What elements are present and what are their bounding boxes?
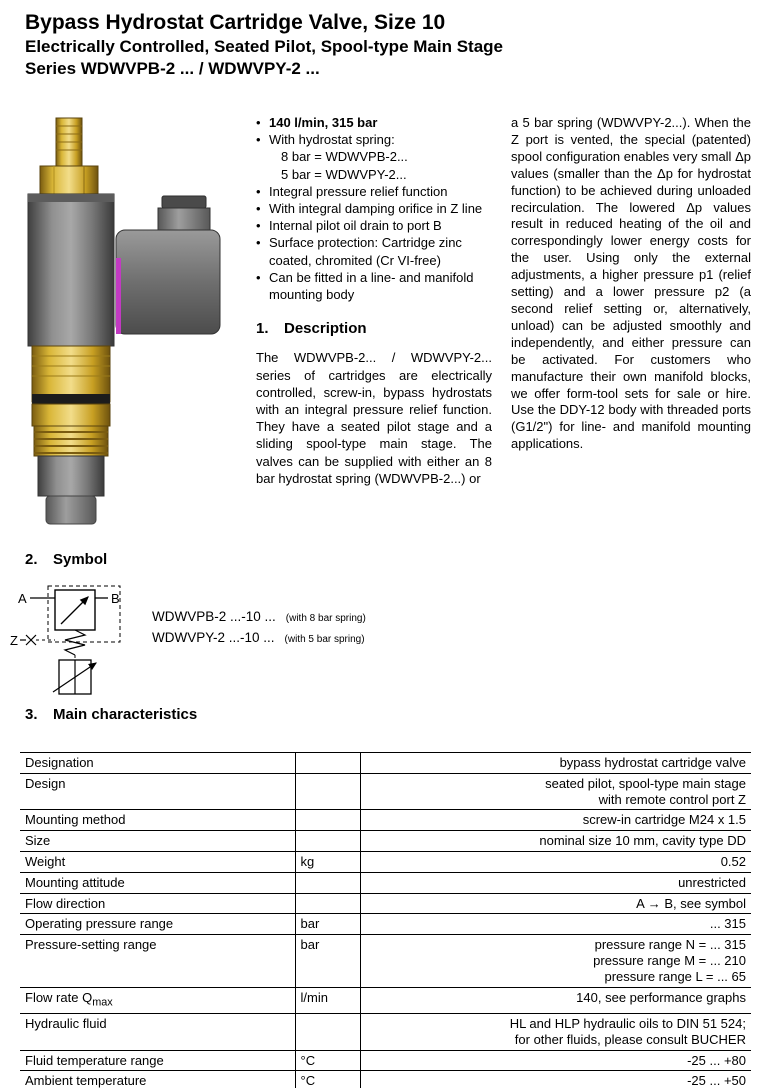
section-number: 1. [256, 320, 269, 338]
description-heading [256, 320, 492, 337]
row-label: Operating pressure range [20, 914, 295, 935]
page-header [25, 10, 503, 80]
row-label: Flow rate $Q_{max}$ [20, 987, 295, 1013]
feature-item: • Internal pilot oil drain to port B [256, 218, 442, 234]
row-label: Pressure-setting range [20, 935, 295, 987]
feature-list [256, 114, 492, 303]
section-number: 2. [25, 551, 38, 568]
bullet-icon: • [256, 132, 261, 148]
table-row [20, 1050, 751, 1071]
bullet-icon: • [256, 218, 261, 234]
row-label: Design [20, 773, 295, 810]
section-title: Symbol [53, 551, 108, 568]
table-row [20, 851, 751, 872]
row-unit: °C [295, 1050, 360, 1071]
row-value: -25 ... +80 [360, 1050, 751, 1071]
row-unit: l/min [295, 987, 360, 1013]
feature-subitem: 8 bar = WDWVPB-2... [281, 149, 408, 165]
bullet-icon: • [256, 183, 261, 199]
row-unit [295, 773, 360, 810]
table-row [20, 935, 751, 987]
row-unit [295, 831, 360, 852]
row-unit [295, 893, 360, 914]
subscript: max [92, 996, 113, 1009]
table-row [20, 831, 751, 852]
row-value: screw-in cartridge M24 x 1.5 [360, 810, 751, 831]
table-row [20, 1013, 751, 1050]
page-series: Series WDWVPB-2 ... / WDWVPY-2 ... [25, 59, 320, 78]
port-b-label: B [111, 591, 120, 606]
table-row [20, 987, 751, 1013]
table-row [20, 773, 751, 810]
row-label: Flow direction [20, 893, 295, 914]
feature-item: • Integral pressure relief function [256, 183, 448, 199]
row-label: Mounting attitude [20, 872, 295, 893]
row-value: 0.52 [360, 851, 751, 872]
feature-item: • With integral damping orifice in Z line [256, 201, 483, 217]
characteristics-table-wrap [20, 752, 751, 1088]
row-value: HL and HLP hydraulic oils to DIN 51 524; for other fluids, please consult BUCHER [360, 1013, 751, 1050]
port-a-label: A [18, 591, 27, 606]
row-unit [295, 753, 360, 774]
spring-icon [65, 630, 85, 655]
section-title: Description [284, 320, 367, 338]
row-unit: bar [295, 935, 360, 987]
bullet-icon: • [256, 201, 261, 217]
model-name: WDWVPB-2 ...-10 ... [152, 609, 276, 624]
row-label: Mounting method [20, 810, 295, 831]
row-unit [295, 810, 360, 831]
table-row [20, 914, 751, 935]
row-value: A → B, see symbol [360, 893, 751, 914]
table-row [20, 753, 751, 774]
table-row [20, 872, 751, 893]
row-unit [295, 1013, 360, 1050]
row-value: pressure range N = ... 315 pressure range M = ... 210 pressure range L = ... 65 [360, 935, 751, 987]
description-paragraph-right: a 5 bar spring (WDWVPY-2...). When the Z port is vented, the special (patented) spool configuration enables very small Δp values (smaller than the Δp for hydrostat function) to be achieved during unloaded recirculation. The lowered Δp values result in reduced heating of the oil and correspondingly lower energy costs for the user. Using only the external adjustments, a higher pressure p1 (relief setting) and a lower pressure p2 (a second relief setting or, alternatively, unload) can be adjusted smoothly and independently, and either pressure can be activated. For customers who manufacture their own manifold blocks, we offer form-tool sets for sale or hire. Use the DDY-12 body with threaded ports (G1/2") for line- and manifold mounting applications. [511, 115, 751, 452]
description-paragraph-left: The WDWVPB-2... / WDWVPY-2... series of cartridges are electrically controlled, screw-in, bypass hydrostats with an integral pressure relief function. They have a seated pilot stage and a sliding spool-type main stage. The valves can be supplied with either an 8 bar hydrostat spring (WDWVPB-2...) or [256, 350, 492, 486]
feature-item: • Surface protection: Cartridge zinc coated, chromited (Cr VI-free) [256, 235, 462, 268]
row-value: 140, see performance graphs [360, 987, 751, 1013]
valve-photo-graphic [12, 112, 232, 542]
vent-icon [26, 635, 36, 645]
section-title: Main characteristics [53, 706, 198, 723]
page-title: Bypass Hydrostat Cartridge Valve, Size 10 [25, 11, 446, 34]
row-label: Weight [20, 851, 295, 872]
feature-item: • With hydrostat spring: 8 bar = WDWVPB-2... 5 bar = WDWVPY-2... [256, 131, 492, 183]
model-line [152, 628, 366, 649]
model-line [152, 607, 366, 628]
row-value: -25 ... +50 [360, 1071, 751, 1088]
row-label: Designation [20, 753, 295, 774]
row-label: Fluid temperature range [20, 1050, 295, 1071]
row-unit: kg [295, 851, 360, 872]
row-unit: °C [295, 1071, 360, 1088]
row-value: nominal size 10 mm, cavity type DD [360, 831, 751, 852]
bullet-icon: • [256, 115, 261, 130]
row-label: Ambient temperature [20, 1071, 295, 1088]
row-value: seated pilot, spool-type main stage with remote control port Z [360, 773, 751, 810]
model-note: (with 5 bar spring) [284, 634, 365, 645]
characteristics-heading [25, 706, 197, 723]
port-z-label: Z [10, 633, 18, 648]
table-row [20, 1071, 751, 1088]
product-photo [12, 112, 232, 542]
model-note: (with 8 bar spring) [285, 613, 366, 624]
row-label: Size [20, 831, 295, 852]
row-unit [295, 872, 360, 893]
symbol-heading [25, 551, 107, 568]
feature-item: • 140 l/min, 315 bar [256, 115, 378, 130]
table-row [20, 893, 751, 914]
feature-subitem: 5 bar = WDWVPY-2... [281, 166, 407, 182]
hydraulic-symbol [8, 582, 150, 702]
row-value: unrestricted [360, 872, 751, 893]
row-value: ... 315 [360, 914, 751, 935]
row-unit: bar [295, 914, 360, 935]
page-subtitle: Electrically Controlled, Seated Pilot, Spool-type Main Stage [25, 37, 503, 56]
characteristics-table [20, 752, 751, 1088]
model-designations [152, 607, 366, 649]
model-name: WDWVPY-2 ...-10 ... [152, 630, 275, 645]
table-row [20, 810, 751, 831]
row-value: bypass hydrostat cartridge valve [360, 753, 751, 774]
bullet-icon: • [256, 269, 261, 285]
row-label: Hydraulic fluid [20, 1013, 295, 1050]
features-column [256, 114, 492, 487]
feature-item: • Can be fitted in a line- and manifold mounting body [256, 269, 474, 303]
bullet-icon: • [256, 235, 261, 251]
section-number: 3. [25, 706, 38, 723]
magenta-stripe [116, 258, 121, 334]
